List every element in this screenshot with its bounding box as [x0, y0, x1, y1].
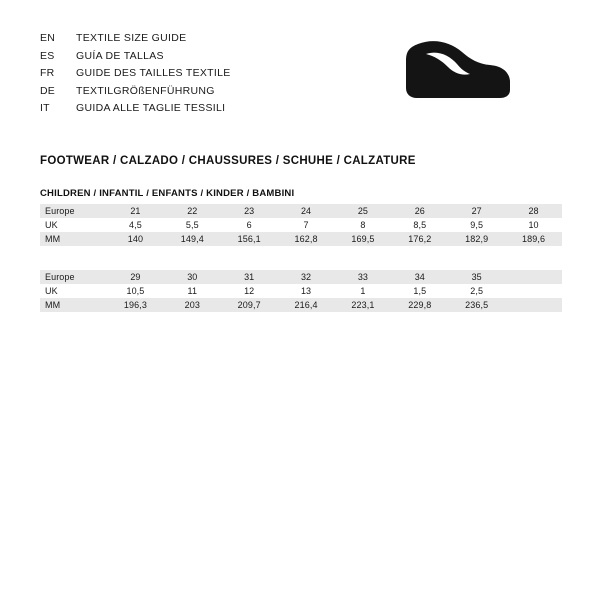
- table-row: [40, 204, 562, 218]
- language-code: EN: [40, 32, 55, 44]
- table-cell: [505, 298, 562, 312]
- table-cell: 169,5: [335, 232, 392, 246]
- row-label: MM: [40, 232, 107, 246]
- table-cell: 29: [107, 270, 164, 284]
- language-title: TEXTILGRÖßENFÜHRUNG: [76, 84, 215, 97]
- table-cell: 196,3: [107, 298, 164, 312]
- table-row: [40, 218, 562, 232]
- row-label: MM: [40, 298, 107, 312]
- size-table-2: [40, 270, 562, 312]
- table-row: [40, 298, 562, 312]
- language-row: [40, 32, 370, 50]
- language-code: ES: [40, 49, 55, 62]
- table-cell: 24: [278, 204, 335, 218]
- language-title-list: [40, 32, 370, 120]
- table-cell: 149,4: [164, 232, 221, 246]
- table-cell: 34: [391, 270, 448, 284]
- table-cell: 13: [278, 284, 335, 298]
- row-label: Europe: [40, 204, 107, 218]
- table-cell: 10: [505, 218, 562, 232]
- table-cell: 7: [278, 218, 335, 232]
- section-title: FOOTWEAR / CALZADO / CHAUSSURES / SCHUHE / CALZATURE: [40, 155, 416, 167]
- language-code: DE: [40, 84, 55, 97]
- table-cell: 6: [221, 218, 278, 232]
- size-table-1: [40, 204, 562, 246]
- table-cell: 2,5: [448, 284, 505, 298]
- table-row: [40, 270, 562, 284]
- table-cell: 5,5: [164, 218, 221, 232]
- row-label: Europe: [40, 270, 107, 284]
- language-row: [40, 67, 370, 85]
- table-cell: 209,7: [221, 298, 278, 312]
- table-cell: [505, 270, 562, 284]
- language-code: IT: [40, 102, 50, 114]
- table-cell: 23: [221, 204, 278, 218]
- table-cell: 26: [391, 204, 448, 218]
- table-cell: 1: [335, 284, 392, 298]
- table-cell: 28: [505, 204, 562, 218]
- language-row: [40, 102, 370, 120]
- table-cell: 33: [335, 270, 392, 284]
- table-cell: 32: [278, 270, 335, 284]
- table-cell: 12: [221, 284, 278, 298]
- table-cell: 189,6: [505, 232, 562, 246]
- table-cell: 176,2: [391, 232, 448, 246]
- table-cell: 25: [335, 204, 392, 218]
- table-cell: 229,8: [391, 298, 448, 312]
- table-row: [40, 284, 562, 298]
- table-cell: 162,8: [278, 232, 335, 246]
- table-cell: 8: [335, 218, 392, 232]
- table-cell: 140: [107, 232, 164, 246]
- table-cell: 156,1: [221, 232, 278, 246]
- language-code: FR: [40, 67, 55, 79]
- table-cell: 10,5: [107, 284, 164, 298]
- language-row: [40, 85, 370, 103]
- table-cell: 9,5: [448, 218, 505, 232]
- table-cell: 216,4: [278, 298, 335, 312]
- section-subtitle: CHILDREN / INFANTIL / ENFANTS / KINDER / BAMBINI: [40, 188, 295, 199]
- table-cell: 203: [164, 298, 221, 312]
- language-title: TEXTILE SIZE GUIDE: [76, 32, 187, 44]
- table-cell: 1,5: [391, 284, 448, 298]
- language-title: GUIDE DES TAILLES TEXTILE: [76, 67, 231, 79]
- table-cell: 31: [221, 270, 278, 284]
- table-cell: 182,9: [448, 232, 505, 246]
- language-row: [40, 50, 370, 68]
- table-cell: 21: [107, 204, 164, 218]
- shoe-icon: [404, 38, 512, 104]
- table-row: [40, 232, 562, 246]
- table-cell: 11: [164, 284, 221, 298]
- table-cell: 8,5: [391, 218, 448, 232]
- table-cell: 22: [164, 204, 221, 218]
- table-cell: 223,1: [335, 298, 392, 312]
- row-label: UK: [40, 284, 107, 298]
- table-cell: 27: [448, 204, 505, 218]
- table-cell: 4,5: [107, 218, 164, 232]
- language-title: GUÍA DE TALLAS: [76, 49, 164, 62]
- table-cell: 35: [448, 270, 505, 284]
- table-cell: 236,5: [448, 298, 505, 312]
- table-cell: 30: [164, 270, 221, 284]
- row-label: UK: [40, 218, 107, 232]
- language-title: GUIDA ALLE TAGLIE TESSILI: [76, 102, 226, 114]
- table-cell: [505, 284, 562, 298]
